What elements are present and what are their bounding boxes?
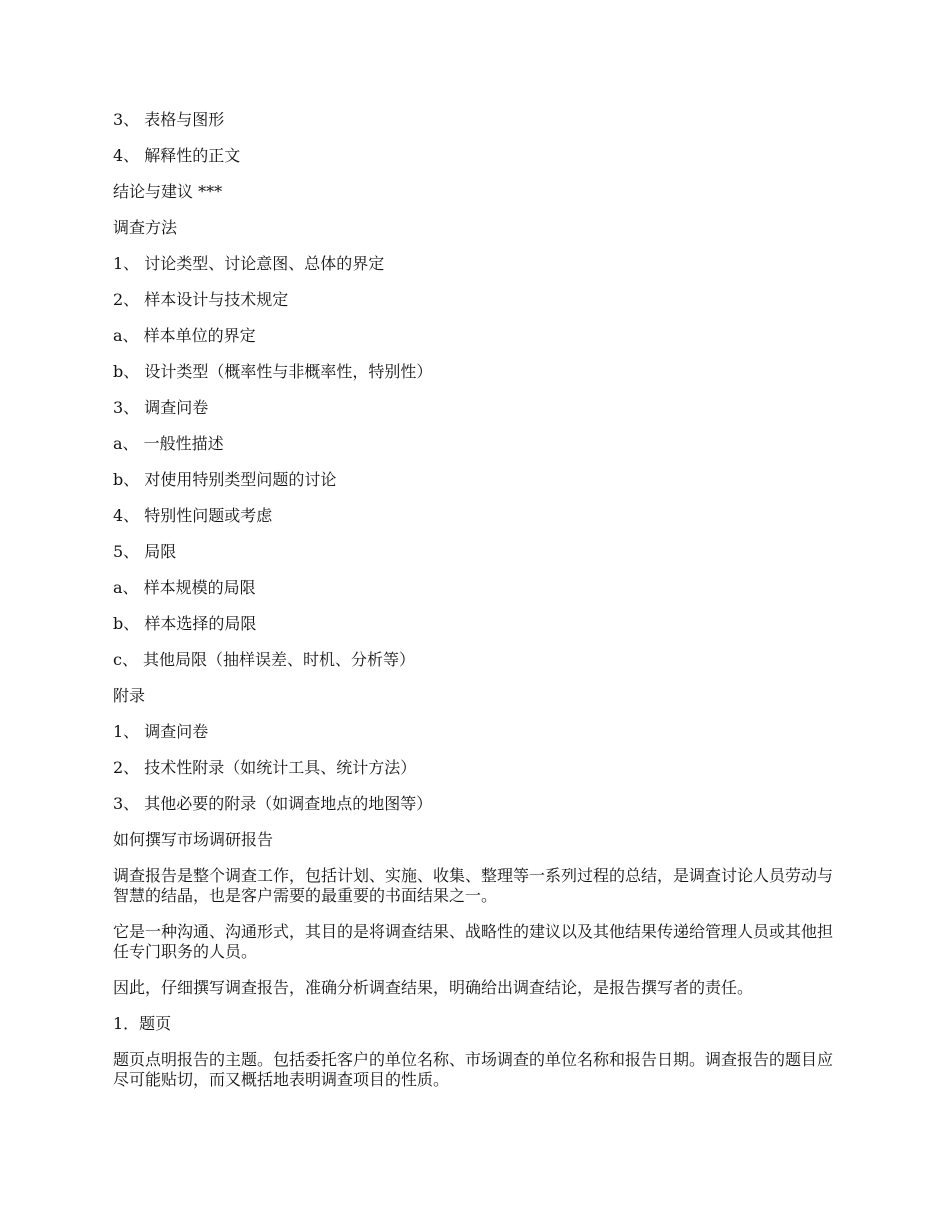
text-line: b、 样本选择的局限 [113,614,257,633]
text-line: 2、 样本设计与技术规定 [113,290,289,309]
text-line: b、 设计类型（概率性与非概率性，特别性） [113,362,433,381]
text-line: 4、 特别性问题或考虑 [113,506,273,525]
text-line: c、 其他局限（抽样误差、时机、分析等） [113,650,416,669]
text-line: a、 一般性描述 [113,434,224,453]
section-heading: 附录 [113,686,146,705]
text-line: 5、 局限 [113,542,177,561]
body-paragraph: 因此，仔细撰写调查报告，准确分析调查结果，明确给出调查结论，是报告撰写者的责任。 [113,978,754,997]
text-line: 3、 调查问卷 [113,398,209,417]
body-paragraph: 它是一种沟通、沟通形式，其目的是将调查结果、战略性的建议以及其他结果传递给管理人员或其他担任专门职务的人员。 [113,922,834,961]
text-line: b、 对使用特别类型问题的讨论 [113,470,337,489]
body-paragraph: 调查报告是整个调查工作，包括计划、实施、收集、整理等一系列过程的总结，是调查讨论人员劳动与智慧的结晶，也是客户需要的最重要的书面结果之一。 [113,866,834,905]
text-line: 1、 调查问卷 [113,722,209,741]
section-heading: 如何撰写市场调研报告 [113,830,274,849]
body-paragraph: 题页点明报告的主题。包括委托客户的单位名称、市场调查的单位名称和报告日期。调查报告的题目应尽可能贴切，而又概括地表明调查项目的性质。 [113,1050,834,1089]
text-line: 3、 表格与图形 [113,110,225,129]
text-line: a、 样本规模的局限 [113,578,256,597]
subsection-heading: 1．题页 [113,1014,172,1033]
text-line: a、 样本单位的界定 [113,326,256,345]
text-line: 3、 其他必要的附录（如调查地点的地图等） [113,794,433,813]
section-heading: 调查方法 [113,218,178,237]
text-line: 4、 解释性的正文 [113,146,241,165]
text-line: 2、 技术性附录（如统计工具、统计方法） [113,758,417,777]
text-line: 1、 讨论类型、讨论意图、总体的界定 [113,254,385,273]
section-heading: 结论与建议 *** [113,182,223,201]
document-page [113,110,843,1106]
